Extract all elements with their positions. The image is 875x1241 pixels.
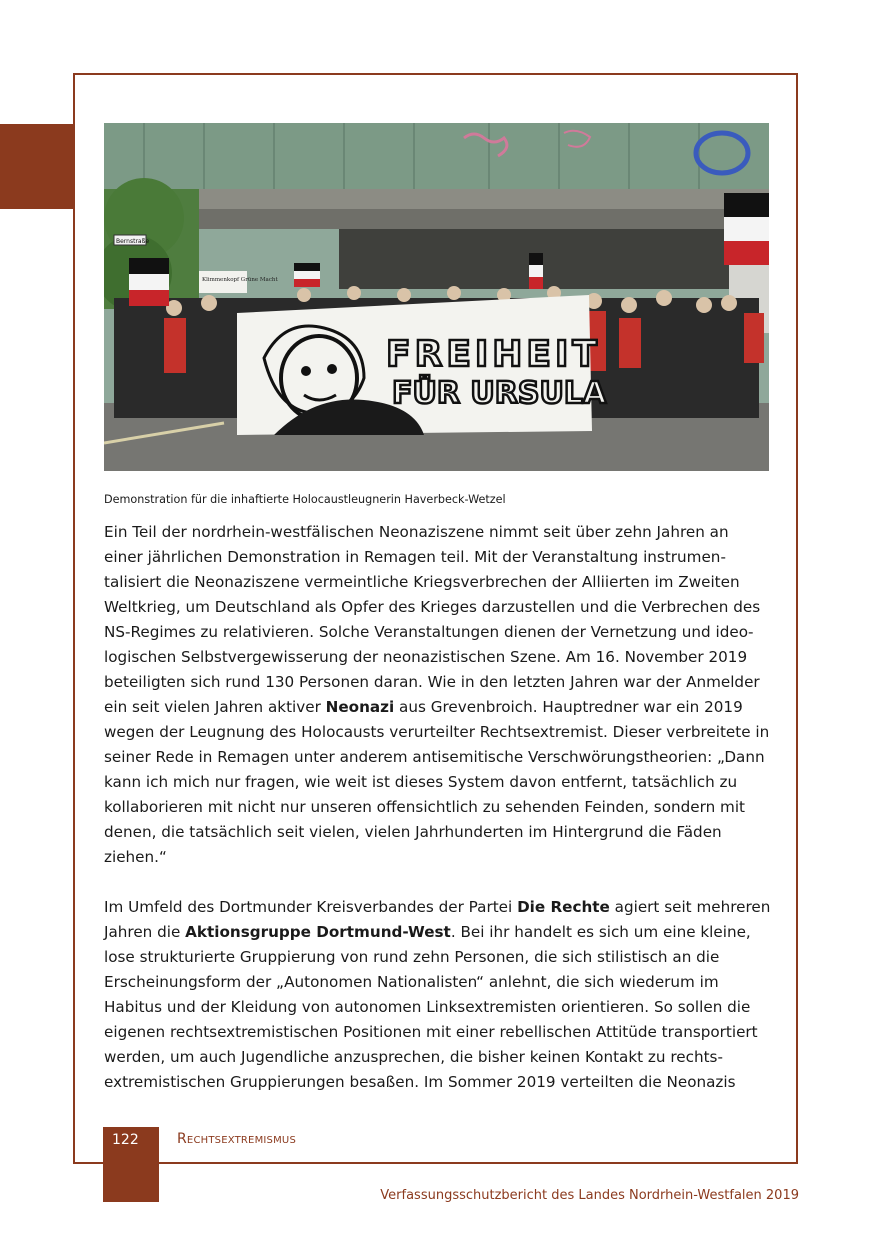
text-run: . Bei ihr handelt es sich um eine kleine, lose strukturierte Gruppierung von rund zehn Personen, die sich stilistisch an die Erscheinungsform der „Autonomen Nationalisten“ anlehnt, die sich wiederum im Habitus und der Kleidung von autonomen Linksextremisten orientieren. So sollen die eigenen rechtsextremistischen Positionen mit einer rebellischen Attitüde transportiert werden, um auch Jugendliche anzusprechen, die bisher keinen Kontakt zu rechtsextremistischen Gruppierungen besaßen. Im Sommer 2019 verteilten die Neonazis: [104, 923, 758, 1091]
placard-text: Klimmenkopf Grüne Macht: [202, 277, 278, 283]
emphasis-die-rechte: Die Rechte: [517, 898, 610, 916]
banner-line-2: FÜR URSULA: [392, 376, 607, 411]
body-text: [104, 520, 772, 1095]
page-number: 122: [112, 1132, 139, 1148]
banner-line-1: FREIHEIT: [386, 334, 601, 375]
demonstration-photo: [104, 123, 769, 471]
paragraph-remagen: [104, 520, 772, 870]
emphasis-aktionsgruppe: Aktionsgruppe Dortmund-West: [185, 923, 451, 941]
text-run: Im Umfeld des Dortmunder Kreisverbandes der Partei: [104, 898, 518, 916]
text-run: agiert seit mehreren Jahren die: [104, 898, 771, 941]
running-head-section: Rechtsextremismus: [177, 1131, 296, 1147]
chapter-tab-marker: [0, 124, 75, 209]
emphasis-neonazi: Neonazi: [325, 698, 395, 716]
photo-caption: Demonstration für die inhaftierte Holocaustleugnerin Haverbeck-Wetzel: [104, 493, 506, 506]
text-run: Ein Teil der nordrhein-westfälischen Neonaziszene nimmt seit über zehn Jahren an einer jährlichen Demonstration in Remagen teil. Mit der Veranstaltung instrumentalisiert die Neonaziszene vermeintliche Kriegsverbrechen der Alliierten im Zweiten Weltkrieg, um Deutschland als Opfer des Krieges darzustellen und die Verbrechen des NS-Regimes zu relativieren. Solche Veranstaltungen dienen der Vernetzung und ideologischen Selbstvergewisserung der neonazistischen Szene. Am 16. November 2019 beteiligten sich rund 130 Personen daran. Wie in den letzten Jahren war der Anmelder ein seit vielen Jahren aktiver: [104, 523, 761, 716]
street-sign-text: Bernstraße: [116, 238, 150, 245]
text-run: aus Grevenbroich. Hauptredner war ein 2019 wegen der Leugnung des Holocausts verurteilter Rechtsextremist. Dieser verbreitete in seiner Rede in Remagen unter anderem antisemitische Verschwörungstheorien: „Dann kann ich mich nur fragen, wie weit ist dieses System davon entfernt, tatsächlich zu kollaborieren mit nicht nur unseren offensichtlich zu sehenden Feinden, sondern mit denen, die tatsächlich seit vielen, vielen Jahrhunderten im Hintergrund die Fäden ziehen.“: [104, 698, 770, 866]
paragraph-dortmund: [104, 895, 772, 1095]
publication-title: Verfassungsschutzbericht des Landes Nordrhein-Westfalen 2019: [380, 1188, 799, 1203]
